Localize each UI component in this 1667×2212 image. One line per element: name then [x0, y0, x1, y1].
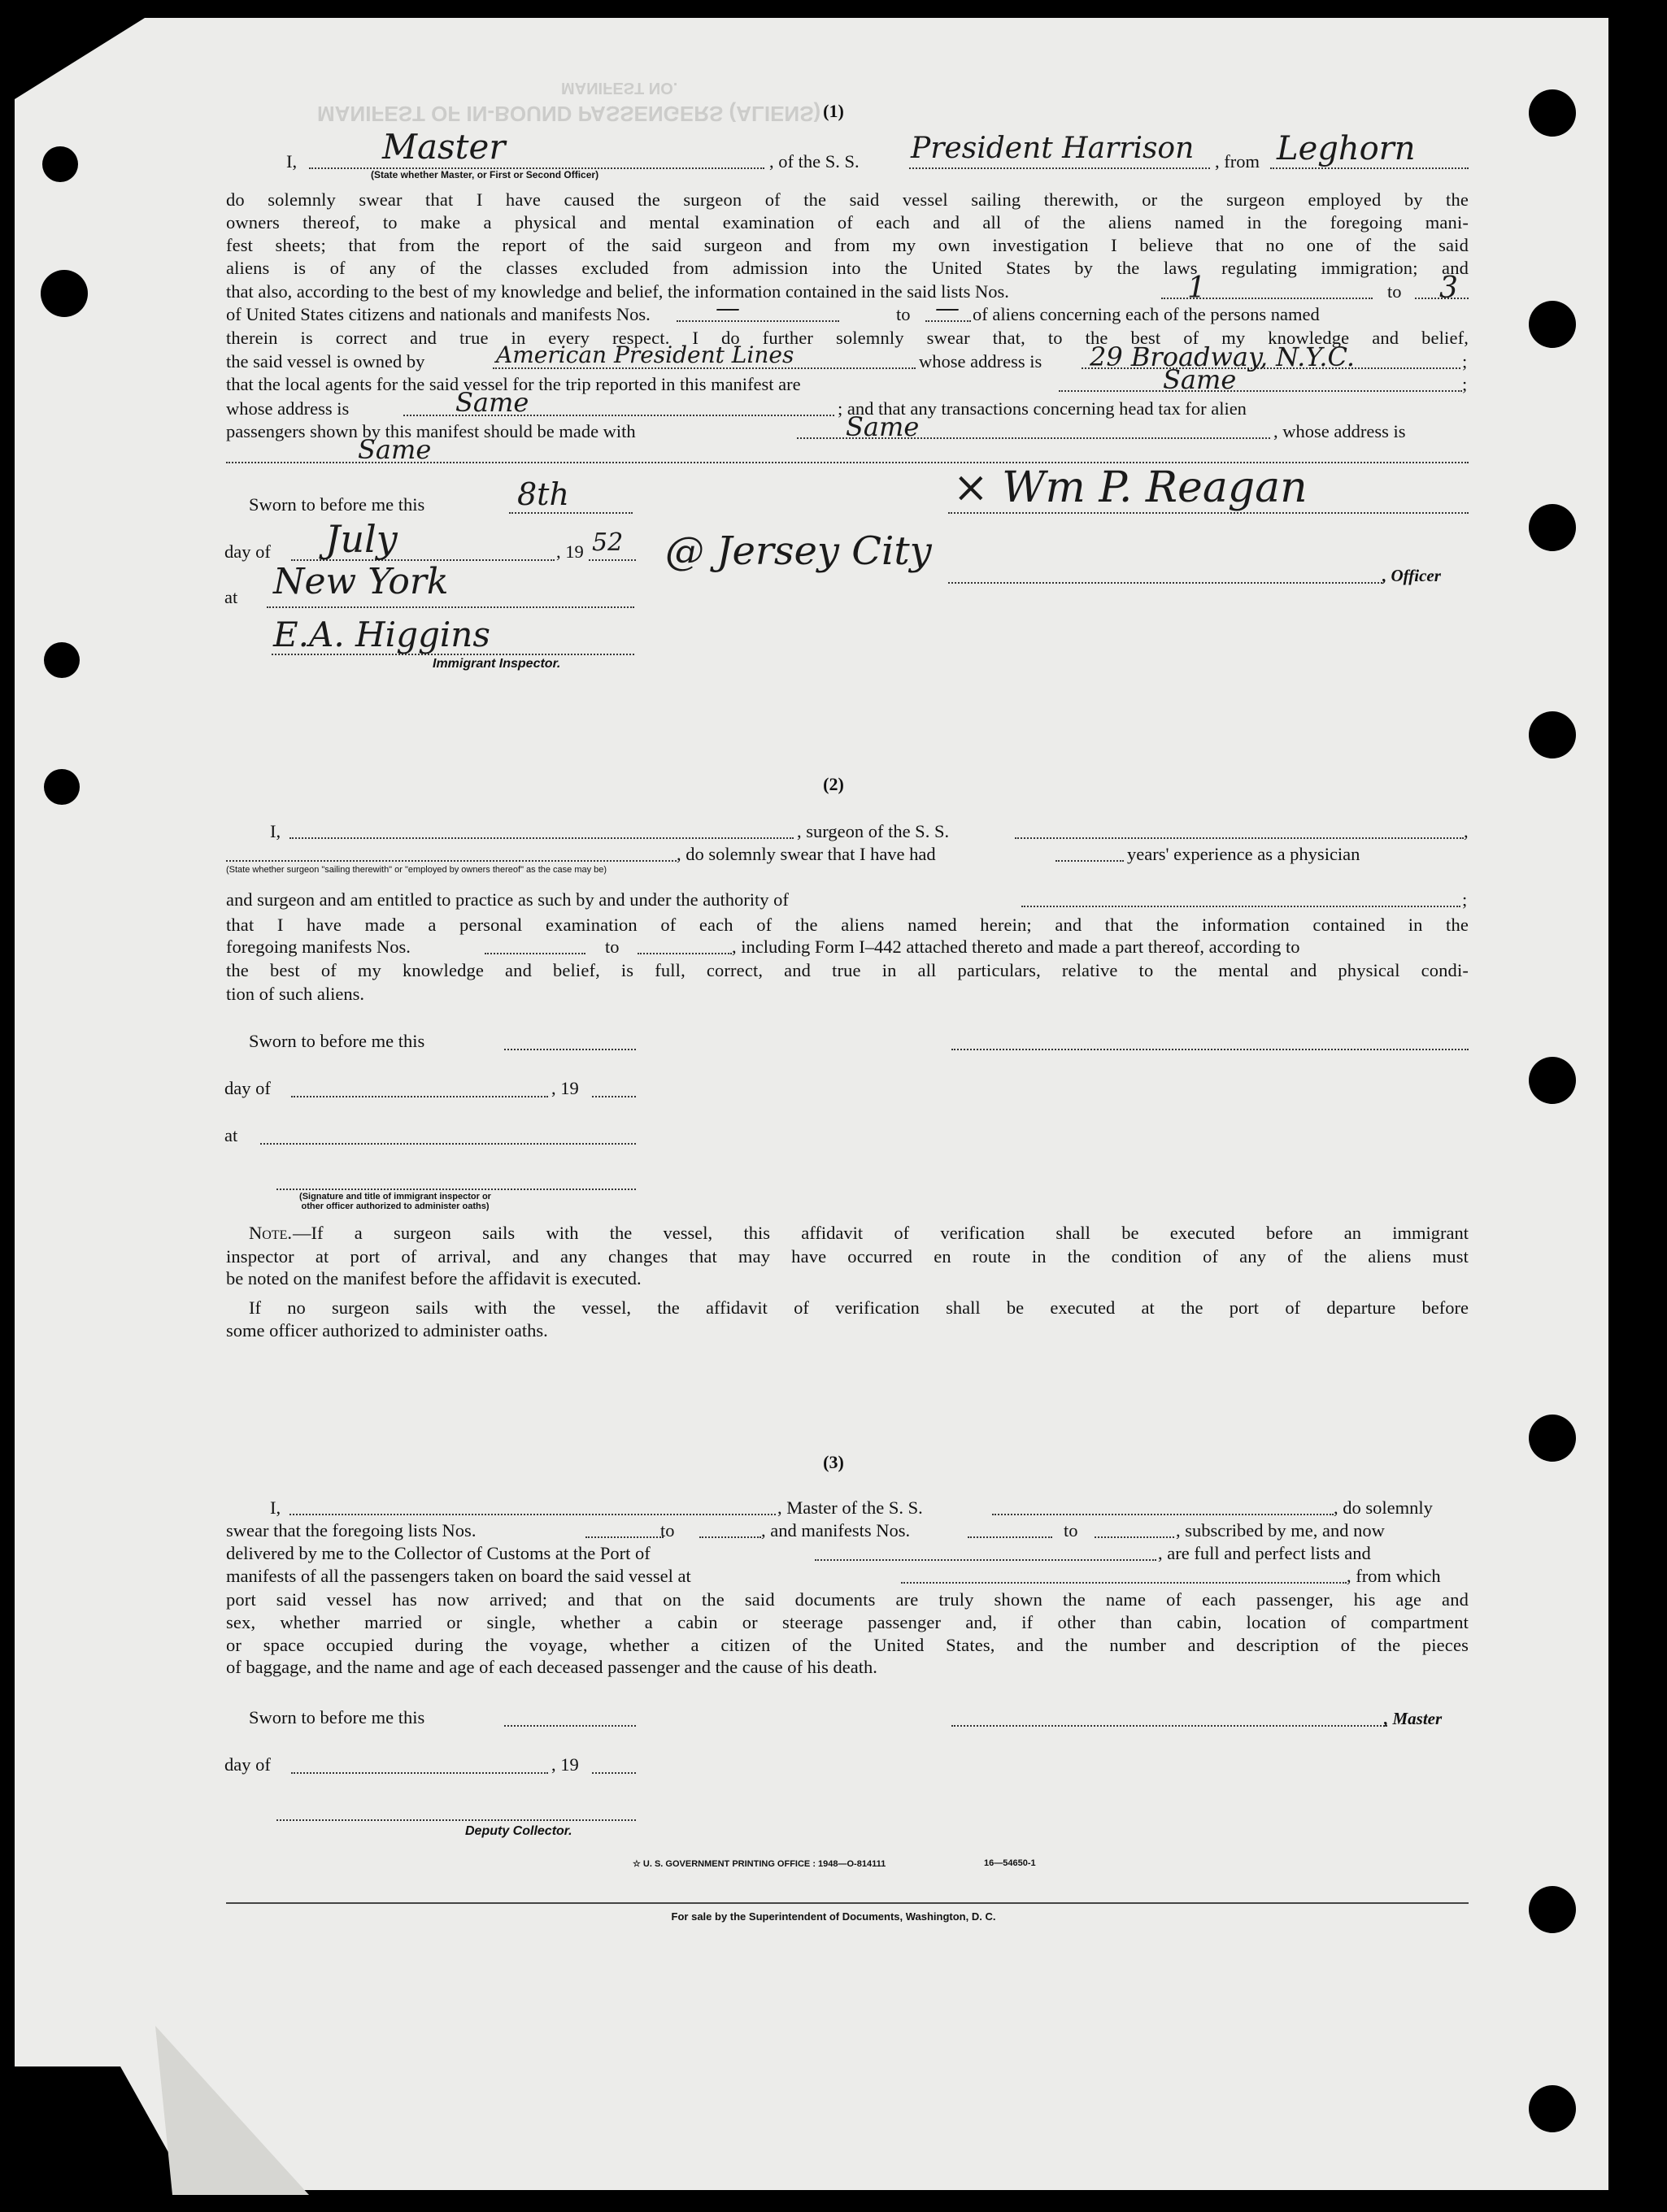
manifests-to-label: to	[896, 304, 911, 324]
faded-manifest-title: MANIFEST OF IN-BOUND PASSENGERS (ALIENS)	[317, 102, 821, 126]
address-handwritten: 29 Broadway, N.Y.C.	[1090, 341, 1355, 372]
manifests-to-handwritten: —	[935, 294, 960, 323]
port-line	[815, 1559, 1156, 1561]
section-2-number: (2)	[823, 774, 844, 794]
years-experience-label: , do solemnly swear that I have had	[677, 844, 936, 864]
i-label: I,	[270, 1497, 281, 1518]
physician-label: years' experience as a physician	[1127, 844, 1360, 864]
state-whether-caption: (State whether Master, or First or Second Officer)	[371, 169, 599, 180]
for-sale-note: For sale by the Superintendent of Documents, Washington, D. C.	[671, 1910, 996, 1923]
oath-line: therein is correct and true in every respect. I do further solemnly swear that, to the best of my knowledge and belief,	[226, 328, 1469, 348]
sworn-label: Sworn to before me this	[249, 1707, 425, 1727]
manifests-line-label: of United States citizens and nationals and manifests Nos.	[226, 304, 651, 324]
semicolon: ;	[1462, 889, 1468, 910]
owned-by-label: the said vessel is owned by	[226, 351, 425, 372]
lists-line-label: that also, according to the best of my knowledge and belief, the information contained in the said lists Nos.	[226, 281, 1009, 302]
month-line	[291, 1096, 548, 1097]
agents-address-handwritten: Same	[455, 387, 529, 418]
surgeon-vessel-line	[1015, 837, 1464, 839]
embark-port-line	[901, 1582, 1347, 1584]
headtax-address-handwritten: Same	[358, 434, 432, 465]
inspector-handwritten: E.A. Higgins	[273, 615, 490, 654]
deputy-collector-caption: Deputy Collector.	[465, 1824, 572, 1838]
master-signature-line	[951, 1725, 1387, 1727]
deputy-collector-line	[276, 1819, 636, 1821]
sworn-day-handwritten: 8th	[517, 476, 569, 512]
sworn-label: Sworn to before me this	[249, 1031, 425, 1051]
manifests-from-line	[677, 320, 839, 322]
inspector-signature-caption: (Signature and title of immigrant inspector or other officer authorized to administer oaths)	[299, 1192, 491, 1211]
lists-nos-label: swear that the foregoing lists Nos.	[226, 1520, 477, 1541]
surgeon-status-caption: (State whether surgeon "sailing therewith" or "employed by owners thereof" as the case may be)	[226, 865, 607, 875]
surgeon-status-line	[226, 860, 677, 862]
head-tax-label: ; and that any transactions concerning head tax for alien	[838, 398, 1247, 419]
officer-signature-handwritten: × Wm P. Reagan	[953, 463, 1308, 512]
do-solemnly-label: , do solemnly	[1334, 1497, 1433, 1518]
of-the-ss-label: , of the S. S.	[769, 151, 860, 172]
section-1-number: (1)	[823, 101, 844, 121]
from-which-label: , from which	[1347, 1566, 1441, 1586]
at-label: at	[224, 1125, 238, 1145]
note-line: be noted on the manifest before the affidavit is executed.	[226, 1268, 642, 1289]
binder-hole	[44, 642, 80, 678]
note-line: inspector at port of arrival, and any changes that may have occurred en route in the condition of any of the aliens must	[226, 1246, 1469, 1267]
to-label: to	[605, 937, 620, 957]
oath-line: owners thereof, to make a physical and mental examination of each and all of the aliens named in the foregoing mani-	[226, 212, 1469, 232]
year-line	[589, 559, 636, 561]
whose-address-label-2: whose address is	[226, 398, 350, 419]
surgeon-name-line	[289, 837, 794, 839]
oath-line: of baggage, and the name and age of each deceased passenger and the cause of his death.	[226, 1657, 877, 1677]
manifests-nos-label: foregoing manifests Nos.	[226, 937, 411, 957]
whose-address-label-3: , whose address is	[1273, 421, 1406, 441]
semicolon: ;	[1462, 374, 1468, 394]
sworn-day-line	[504, 1725, 636, 1727]
sworn-label: Sworn to before me this	[249, 494, 425, 515]
month-line	[291, 1772, 548, 1774]
authority-label: and surgeon and am entitled to practice as such by and under the authority of	[226, 889, 789, 910]
authority-line	[1021, 906, 1460, 907]
from-field-line	[1270, 167, 1469, 169]
month-handwritten: July	[325, 517, 398, 561]
section-3-number: (3)	[823, 1452, 844, 1472]
form-i442-label: , including Form I–442 attached thereto and made a part thereof, according to	[732, 937, 1300, 957]
printing-office-imprint: ☆ U. S. GOVERNMENT PRINTING OFFICE : 1948—O-814111	[633, 1859, 886, 1869]
manifests-from-line	[968, 1536, 1052, 1538]
lists-to-line	[699, 1536, 761, 1538]
year-line	[592, 1772, 636, 1774]
from-label: , from	[1215, 151, 1260, 172]
oath-line: do solemnly swear that I have caused the surgeon of the said vessel sailing therewith, or the surgeon employed by the	[226, 189, 1469, 210]
binder-hole	[1529, 504, 1576, 551]
year-line	[592, 1096, 636, 1097]
manifests-from-handwritten: —	[716, 294, 740, 323]
headtax-handwritten: Same	[846, 411, 920, 442]
master-of-label: , Master of the S. S.	[777, 1497, 923, 1518]
agents-handwritten: Same	[1163, 364, 1237, 395]
subscribed-label: , subscribed by me, and now	[1176, 1520, 1385, 1541]
manifests-to-line	[1095, 1536, 1174, 1538]
i-label: I,	[270, 821, 281, 841]
surgeon-of-label: , surgeon of the S. S.	[797, 821, 950, 841]
lists-to-handwritten: 3	[1439, 272, 1458, 305]
aliens-concerning-label: of aliens concerning each of the persons named	[973, 304, 1320, 324]
footer-rule	[226, 1902, 1469, 1904]
note-line: —If a surgeon sails with the vessel, this affidavit of verification shall be executed before an immigrant	[293, 1223, 1469, 1243]
at-line	[267, 606, 634, 608]
year-prefix: , 19	[551, 1754, 579, 1775]
collector-label: delivered by me to the Collector of Customs at the Port of	[226, 1543, 651, 1563]
binder-hole	[42, 146, 78, 182]
master-label: , Master	[1384, 1709, 1443, 1728]
to-label: to	[1387, 281, 1402, 302]
binder-hole	[1529, 301, 1576, 348]
oath-line: fest sheets; that from the report of the said surgeon and from my own investigation I believe that no one of the said	[226, 235, 1469, 255]
comma: ,	[1464, 821, 1469, 841]
oath-line: sex, whether married or single, whether a cabin or steerage passenger and, if other than cabin, location of compartment	[226, 1612, 1469, 1632]
surgeon-signature-line	[951, 1049, 1469, 1050]
year-prefix: , 19	[556, 541, 584, 562]
master-name-line	[289, 1514, 776, 1515]
day-of-label: day of	[224, 1754, 271, 1775]
immigrant-inspector-caption: Immigrant Inspector.	[433, 657, 561, 671]
vessel-line	[992, 1514, 1334, 1515]
note2-line: some officer authorized to administer oaths.	[226, 1320, 548, 1341]
lists-from-handwritten: 1	[1187, 272, 1206, 305]
binder-hole	[41, 270, 88, 317]
oath-line: the best of my knowledge and belief, is full, correct, and true in all particulars, relative to the mental and physical condi-	[226, 960, 1469, 980]
at-line	[260, 1143, 636, 1145]
year-handwritten: 52	[592, 528, 624, 557]
at-label: at	[224, 587, 238, 607]
binder-hole	[1529, 711, 1576, 758]
place-note-handwritten: @ Jersey City	[665, 528, 932, 574]
form-number: 16—54650-1	[984, 1858, 1036, 1868]
from-handwritten: Leghorn	[1277, 130, 1416, 167]
to-label: to	[660, 1520, 675, 1541]
sworn-day-line	[509, 512, 633, 514]
owner-handwritten: American President Lines	[496, 341, 794, 368]
passengers-shown-label: passengers shown by this manifest should be made with	[226, 421, 636, 441]
vessel-field-line	[909, 167, 1210, 169]
day-of-label: day of	[224, 1078, 271, 1098]
note-label: Note.	[249, 1223, 292, 1243]
binder-hole	[1529, 1886, 1576, 1933]
manifests-nos-label: , and manifests Nos.	[761, 1520, 911, 1541]
semicolon: ;	[1462, 351, 1468, 372]
officer-label: , Officer	[1382, 566, 1441, 585]
i-label: I,	[286, 151, 298, 172]
oath-line: that I have made a personal examination of each of the aliens named herein; and that the information contained in the	[226, 915, 1469, 935]
local-agents-label: that the local agents for the said vessel for the trip reported in this manifest are	[226, 374, 801, 394]
officer-line	[948, 582, 1382, 584]
sworn-day-line	[504, 1049, 636, 1050]
oath-line-end: tion of such aliens.	[226, 984, 364, 1004]
lists-from-line	[585, 1536, 664, 1538]
binder-hole	[1529, 1057, 1576, 1104]
manifests-to-line	[638, 953, 732, 954]
oath-line: aliens is of any of the classes excluded from admission into the United States by the laws regulating immigration; and	[226, 258, 1469, 278]
full-perfect-label: , are full and perfect lists and	[1158, 1543, 1371, 1563]
manifests-from-line	[485, 953, 585, 954]
inspector-signature-line	[276, 1189, 636, 1190]
binder-hole	[1529, 2085, 1576, 2132]
year-prefix: , 19	[551, 1078, 579, 1098]
master-handwritten: Master	[382, 127, 506, 167]
oath-line: port said vessel has now arrived; and that on the said documents are truly shown the name of each passenger, his age and	[226, 1589, 1469, 1610]
years-line	[1055, 860, 1124, 862]
vessel-handwritten: President Harrison	[911, 132, 1195, 165]
note2-line: If no surgeon sails with the vessel, the affidavit of verification shall be executed at the port of departure before	[249, 1297, 1469, 1318]
to-label: to	[1064, 1520, 1078, 1541]
taken-on-board-label: manifests of all the passengers taken on board the said vessel at	[226, 1566, 691, 1586]
faded-manifest-no: MANIFEST NO.	[561, 79, 678, 97]
at-handwritten: New York	[273, 561, 449, 602]
officer-upper-line	[948, 512, 1469, 514]
day-of-label: day of	[224, 541, 271, 562]
agents-field-line	[1059, 390, 1462, 392]
oath-line: or space occupied during the voyage, whether a citizen of the United States, and the number and description of the pieces	[226, 1635, 1469, 1655]
whose-address-label: whose address is	[919, 351, 1042, 372]
